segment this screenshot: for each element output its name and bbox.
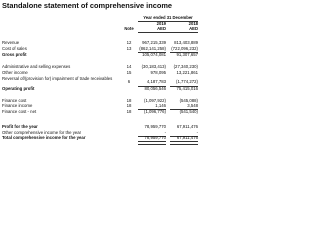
row-label: Finance income bbox=[2, 103, 33, 108]
row-label: Other income bbox=[2, 69, 28, 75]
row-note: 13 bbox=[126, 46, 132, 51]
table-row bbox=[0, 75, 200, 85]
note-column-header: Note bbox=[124, 26, 134, 31]
row-label: Gross profit bbox=[2, 52, 27, 57]
row-value-2018: 67,911,476 bbox=[176, 124, 198, 129]
statement-title: Standalone statement of comprehensive income bbox=[2, 1, 173, 10]
row-label: Cost of sales bbox=[2, 46, 27, 51]
currency-2018-header: AED bbox=[189, 26, 198, 31]
row-value-2018: 13,221,861 bbox=[176, 69, 198, 75]
currency-2019-header: AED bbox=[157, 26, 166, 31]
row-label: Other comprehensive income for the year bbox=[2, 129, 82, 135]
row-value-2019: 967,215,339 bbox=[142, 40, 166, 45]
row-label: Finance cost - net bbox=[2, 108, 37, 114]
row-value-2019: 78,959,770 bbox=[144, 135, 166, 140]
row-value-2019: - bbox=[164, 129, 166, 135]
total-double-rule bbox=[170, 141, 198, 144]
row-value-2018: 813,403,889 bbox=[174, 40, 198, 45]
row-note: 15 bbox=[126, 69, 132, 75]
row-label: Administrative and selling expenses bbox=[2, 64, 71, 69]
row-note: 6 bbox=[127, 79, 131, 85]
total-double-rule bbox=[138, 141, 166, 144]
row-value-2019: (862,141,258) bbox=[139, 46, 166, 51]
row-note: 18 bbox=[126, 97, 132, 103]
row-value-2019: 978,095 bbox=[150, 69, 166, 75]
row-value-2018: (545,088) bbox=[179, 97, 198, 103]
row-note: 14 bbox=[126, 64, 132, 69]
row-value-2019: 4,187,783 bbox=[146, 79, 166, 85]
table-row bbox=[0, 109, 200, 115]
row-value-2019: 1,146 bbox=[155, 103, 166, 108]
header-bottom-rule bbox=[138, 32, 198, 33]
row-value-2018: (722,096,232) bbox=[171, 46, 198, 51]
table-row bbox=[0, 135, 200, 141]
row-label: Profit for the year bbox=[2, 124, 38, 129]
row-value-2019: (1,097,922) bbox=[144, 97, 166, 103]
row-label: Total comprehensive income for the year bbox=[2, 135, 86, 140]
row-value-2019: 78,959,770 bbox=[144, 124, 166, 129]
table-row bbox=[0, 86, 200, 92]
row-value-2019: (30,183,413) bbox=[141, 64, 166, 69]
year-2019-header: 2019 bbox=[156, 21, 166, 26]
row-value-2018: (27,340,230) bbox=[173, 64, 198, 69]
row-note: 12 bbox=[126, 40, 132, 45]
row-value-2018: (1,774,272) bbox=[176, 79, 198, 85]
row-value-2018: 3,548 bbox=[187, 103, 198, 108]
row-note: 18 bbox=[126, 103, 132, 108]
row-label: Operating profit bbox=[2, 85, 35, 91]
row-value-2019: 80,056,546 bbox=[144, 85, 166, 91]
period-header: Year ended 31 December bbox=[143, 15, 193, 20]
table-row bbox=[0, 52, 200, 58]
row-label: Revenue bbox=[2, 40, 20, 45]
row-value-2018: 67,911,476 bbox=[176, 135, 198, 140]
row-label: Reversal of/(provision for) impairment of trade receivables bbox=[2, 75, 113, 81]
row-label: Finance cost bbox=[2, 97, 27, 103]
year-2018-header: 2018 bbox=[188, 21, 198, 26]
row-note: 18 bbox=[126, 108, 132, 114]
row-value-2018: - bbox=[196, 129, 198, 135]
row-value-2018: (541,540) bbox=[179, 108, 198, 114]
statement-page bbox=[0, 0, 200, 146]
row-value-2019: 105,074,081 bbox=[142, 52, 166, 57]
row-value-2019: (1,096,776) bbox=[144, 108, 166, 114]
row-value-2018: 75,415,016 bbox=[176, 85, 198, 91]
row-value-2018: 91,307,657 bbox=[176, 52, 198, 57]
